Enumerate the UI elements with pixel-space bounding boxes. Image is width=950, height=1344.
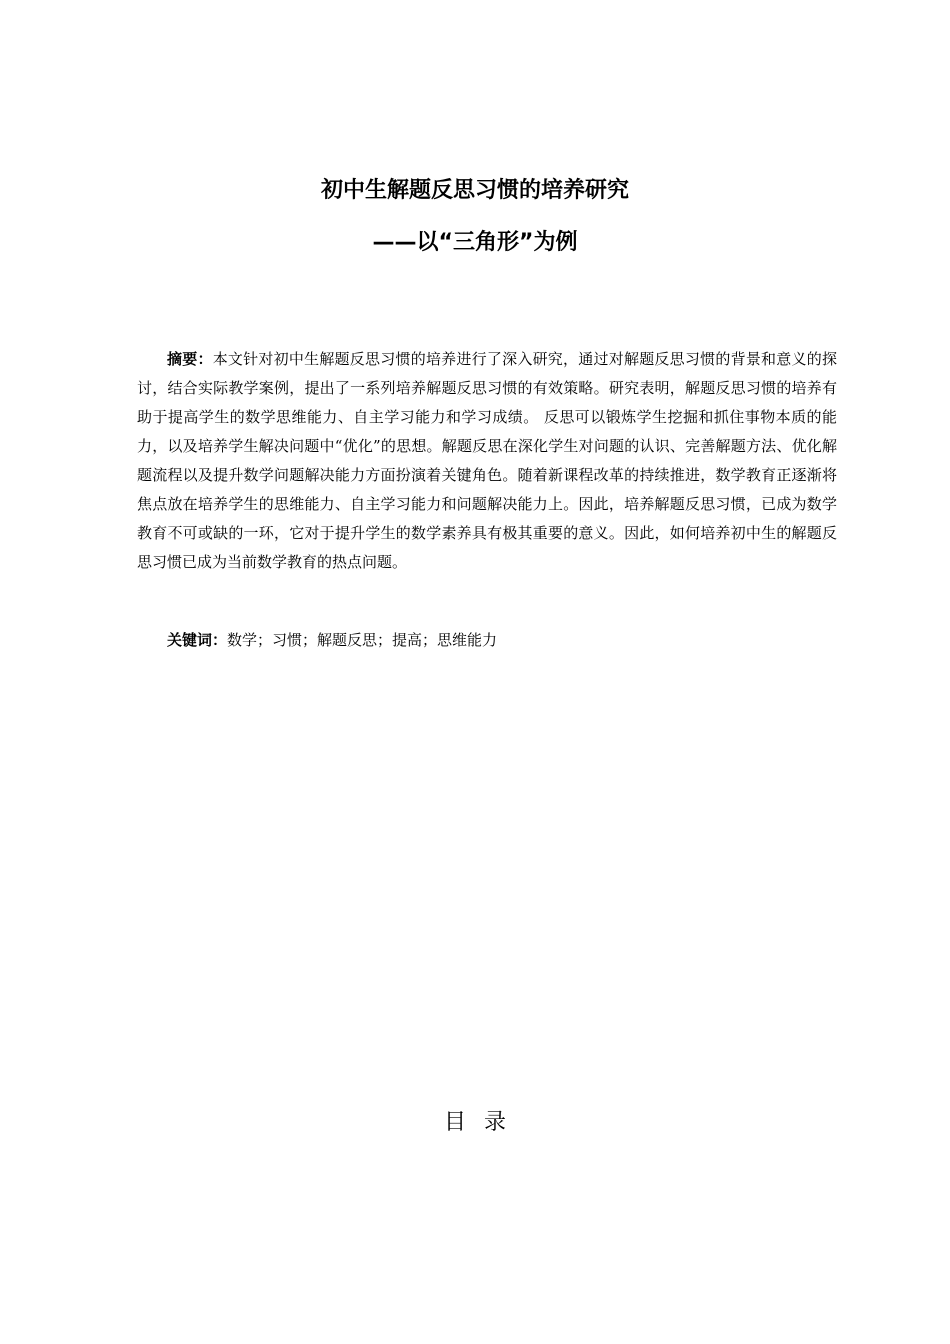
abstract-paragraph <box>137 345 837 577</box>
toc-heading: 目录 <box>443 1110 524 1135</box>
keywords-label: 关键词： <box>167 631 228 649</box>
title-block <box>0 176 950 258</box>
keywords-text: 数学；习惯；解题反思；提高；思维能力 <box>227 631 498 649</box>
abstract-label: 摘要： <box>167 350 213 368</box>
keywords-paragraph <box>137 626 837 655</box>
document-title: 初中生解题反思习惯的培养研究 <box>320 178 629 203</box>
document-subtitle: ——以“三角形”为例 <box>372 230 578 255</box>
abstract-text: 本文针对初中生解题反思习惯的培养进行了深入研究，通过对解题反思习惯的背景和意义的探讨，结合实际教学案例，提出了一系列培养解题反思习惯的有效策略。研究表明，解题反思习惯的培养有助于提高学生的数学思维能力、自主学习能力和学习成绩。 反思可以锻炼学生挖掘和抓住事物本质的能力，以及培养学生解决问题中“优化”的思想。解题反思在深化学生对问题的认识、完善解题方法、优化解题流程以及提升数学问题解决能力方面扮演着关键角色。随着新课程改革的持续推进，数学教育正逐渐将焦点放在培养学生的思维能力、自主学习能力和问题解决能力上。因此，培养解题反思习惯，已成为数学教育不可或缺的一环，它对于提升学生的数学素养具有极其重要的意义。因此，如何培养初中生的解题反思习惯已成为当前数学教育的热点问题。 <box>137 350 837 571</box>
